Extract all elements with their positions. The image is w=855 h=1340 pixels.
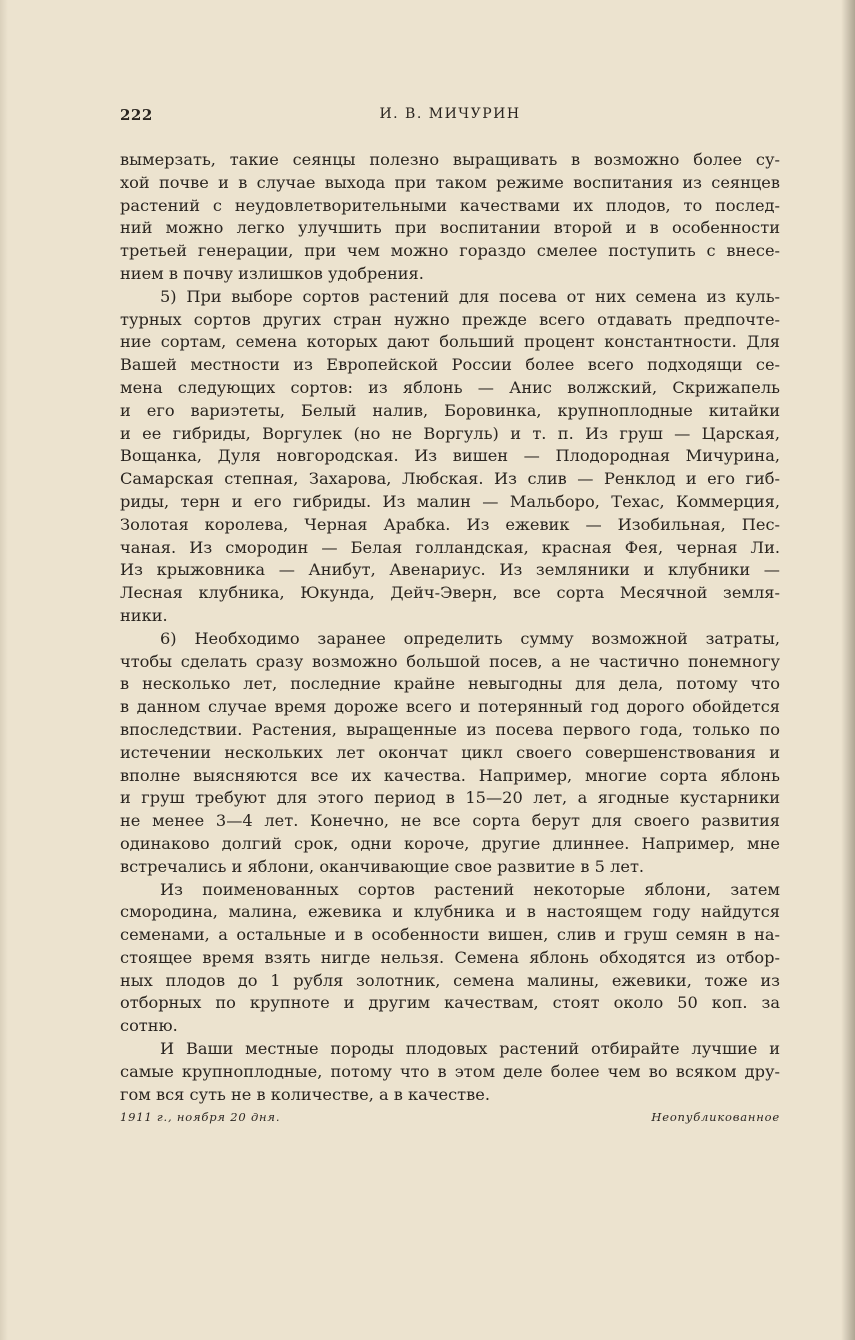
text-line: риды, терн и его гибриды. Из малин — Мальборо, Техас, Коммерция, — [120, 491, 780, 511]
text-line: чаная. Из смородин — Белая голландская, красная Фея, черная Ли. — [120, 537, 780, 557]
text-line: истечении нескольких лет окончат цикл своего совершенствования и — [120, 742, 780, 762]
text-line: сотню. — [120, 1016, 178, 1036]
text-line: чтобы сделать сразу возможно большой посев, а не частично понемногу — [120, 651, 780, 671]
text-line: самые крупноплодные, потому что в этом деле более чем во всяком дру- — [120, 1061, 780, 1081]
text-line: И Ваши местные породы плодовых растений отбирайте лучшие и — [160, 1039, 780, 1059]
running-head: И. В. МИЧУРИН — [379, 106, 521, 122]
text-line: Золотая королева, Черная Арабка. Из ежевик — Изобильная, Пес- — [120, 514, 780, 534]
text-line: растений с неудовлетворительными качествами их плодов, то послед- — [120, 195, 780, 215]
body-text — [120, 149, 780, 1106]
footer-date: 1911 г., ноября 20 дня. — [120, 1110, 281, 1124]
text-line: Вашей местности из Европейской России более всего подходящи се- — [120, 355, 780, 375]
text-line: Вощанка, Дуля новгородская. Из вишен — Плодородная Мичурина, — [120, 446, 780, 466]
text-line: 5) При выборе сортов растений для посева от них семена из куль- — [160, 286, 780, 306]
page-header — [120, 106, 780, 132]
text-line: нием в почву излишков удобрения. — [120, 263, 424, 283]
page-footer — [120, 1110, 780, 1130]
text-line: вполне выясняются все их качества. Например, многие сорта яблонь — [120, 765, 780, 785]
text-line: хой почве и в случае выхода при таком режиме воспитания из сеянцев — [120, 172, 780, 192]
text-line: и ее гибриды, Воргулек (но не Воргуль) и т. п. Из груш — Царская, — [120, 423, 780, 443]
page-edge-left — [0, 0, 8, 1340]
text-line: отборных по крупноте и другим качествам, стоят около 50 коп. за — [120, 993, 780, 1013]
text-line: третьей генерации, при чем можно гораздо смелее поступить с внесе- — [120, 241, 780, 261]
text-line: в данном случае время дороже всего и потерянный год дорого обойдется — [120, 697, 780, 717]
text-line: турных сортов других стран нужно прежде всего отдавать предпочте- — [120, 309, 780, 329]
text-line: 6) Необходимо заранее определить сумму возможной затраты, — [160, 628, 780, 648]
text-line: Самарская степная, Захарова, Любская. Из слив — Ренклод и его гиб- — [120, 469, 780, 489]
text-line: мена следующих сортов: из яблонь — Анис волжский, Скрижапель — [120, 377, 780, 397]
text-line: и его вариэтеты, Белый налив, Боровинка, крупноплодные китайки — [120, 400, 780, 420]
text-line: гом вся суть не в количестве, а в качестве. — [120, 1084, 490, 1104]
text-line: ных плодов до 1 рубля золотник, семена малины, ежевики, тоже из — [120, 970, 780, 990]
footer-note: Неопубликованное — [651, 1110, 780, 1124]
text-line: смородина, малина, ежевика и клубника и в настоящем году найдутся — [120, 902, 780, 922]
text-line: одинаково долгий срок, одни короче, другие длиннее. Например, мне — [120, 833, 780, 853]
text-line: не менее 3—4 лет. Конечно, не все сорта берут для своего развития — [120, 811, 780, 831]
text-line: в несколько лет, последние крайне невыгодны для дела, потому что — [120, 674, 780, 694]
text-line: впоследствии. Растения, выращенные из посева первого года, только по — [120, 719, 780, 739]
text-line: Из крыжовника — Анибут, Авенариус. Из земляники и клубники — — [120, 560, 780, 580]
text-line: ние сортам, семена которых дают больший процент константности. Для — [120, 332, 780, 352]
text-line: вымерзать, такие сеянцы полезно выращивать в возможно более су- — [120, 150, 780, 169]
page-edge-right — [841, 0, 855, 1340]
page-number: 222 — [120, 106, 153, 124]
text-line: ний можно легко улучшить при воспитании второй и в особенности — [120, 218, 780, 238]
text-line: стоящее время взять нигде нельзя. Семена яблонь обходятся из отбор- — [120, 947, 780, 967]
text-line: встречались и яблони, оканчивающие свое развитие в 5 лет. — [120, 856, 645, 876]
text-line: семенами, а остальные и в особенности вишен, слив и груш семян в на- — [120, 925, 780, 945]
text-line: Лесная клубника, Юкунда, Дейч-Эверн, все сорта Месячной земля- — [120, 583, 780, 603]
text-line: и груш требуют для этого период в 15—20 лет, а ягодные кустарники — [120, 788, 780, 808]
text-line: Из поименованных сортов растений некоторые яблони, затем — [160, 879, 780, 899]
text-line: ники. — [120, 605, 168, 625]
